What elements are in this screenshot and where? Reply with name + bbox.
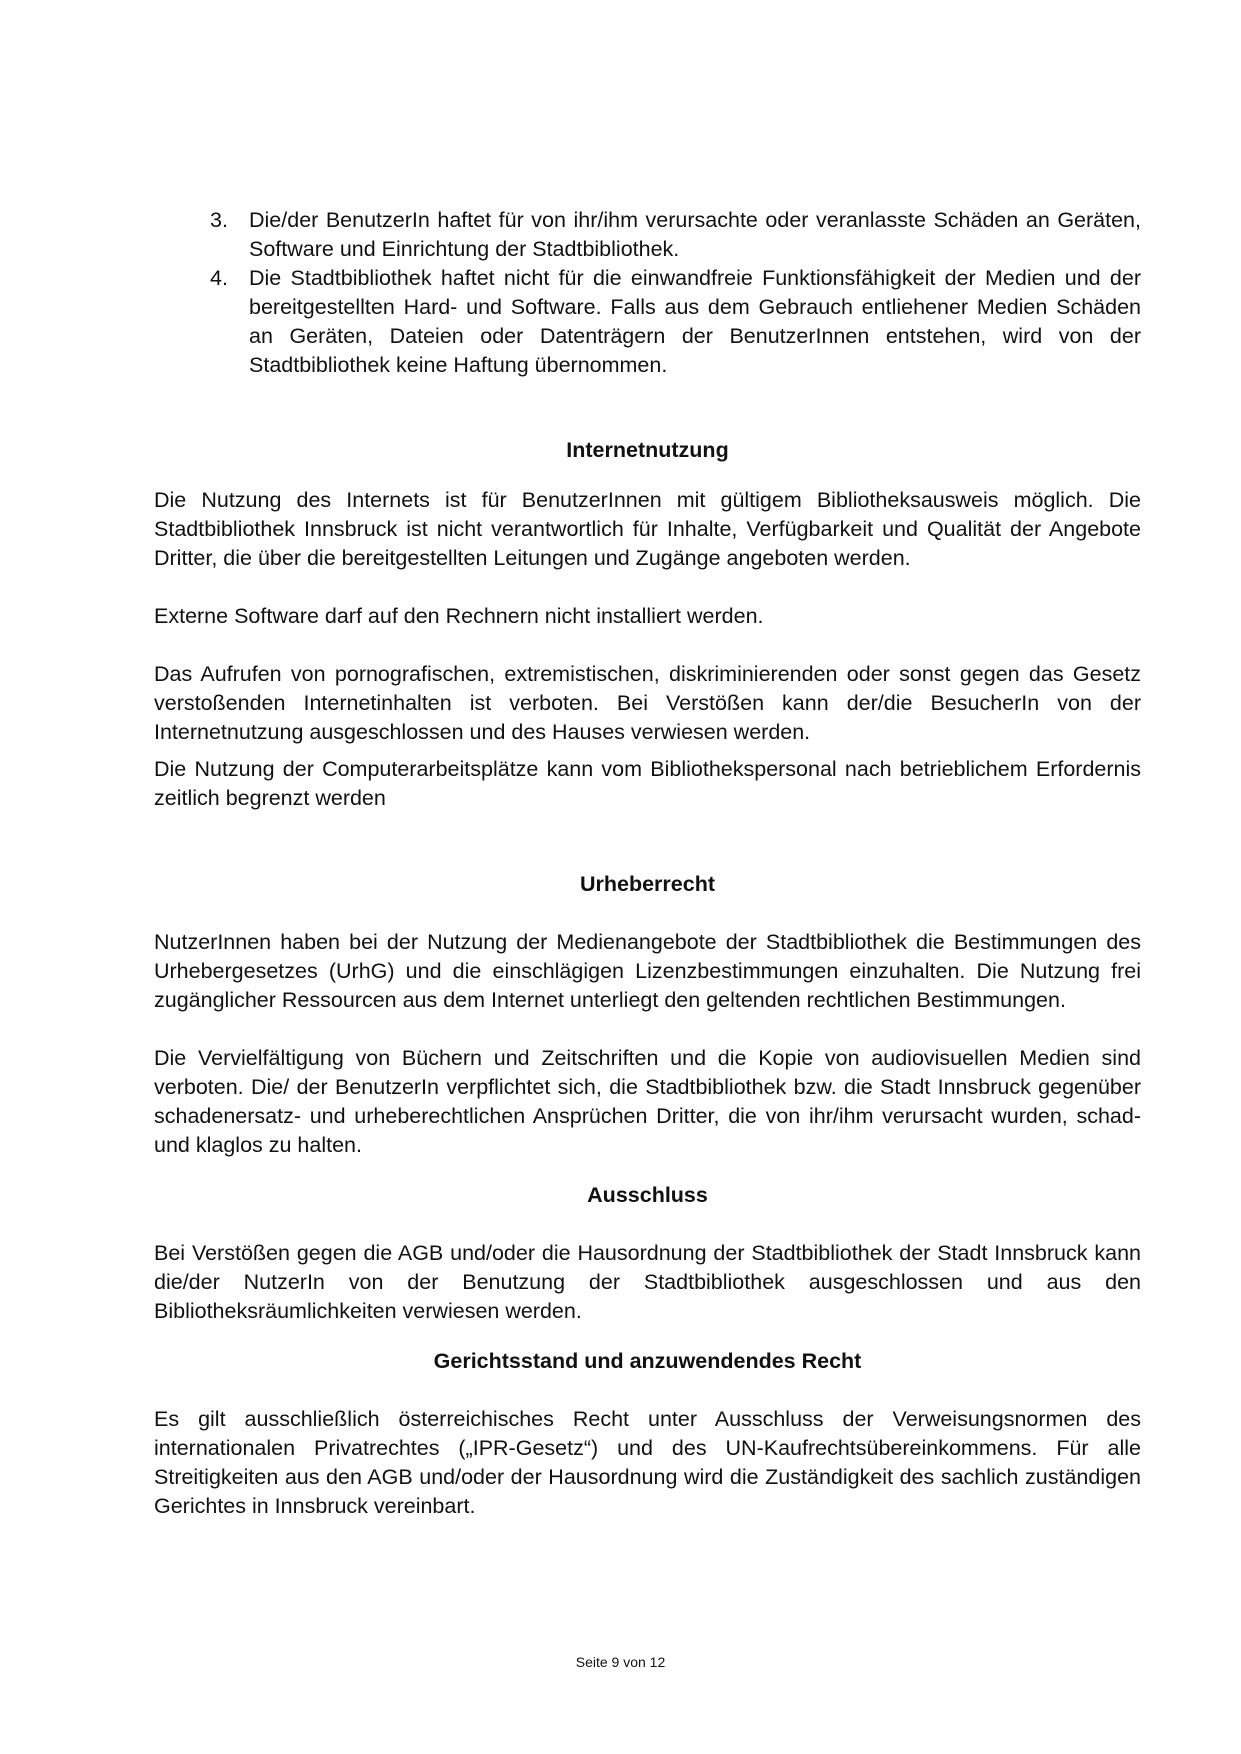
paragraph: Die Vervielfältigung von Büchern und Zeitschriften und die Kopie von audiovisuellen Medien sind verboten. Die/ der BenutzerIn verpflichtet sich, die Stadtbibliothek bzw. die Stadt Innsbruck gegenüber schadenersatz- und urheberechtlichen Ansprüchen Dritter, die von ihr/ihm verursacht wurden, schad- und klaglos zu halten.	[154, 1046, 1141, 1157]
heading-urheberrecht: Urheberrecht	[579, 872, 715, 896]
paragraph: Die Nutzung des Internets ist für BenutzerInnen mit gültigem Bibliotheksausweis möglich. Die Stadtbibliothek Innsbruck ist nicht verantwortlich für Inhalte, Verfügbarkeit und Qualität der Angebote Dritter, die über die bereitgestellten Leitungen und Zugänge angeboten werden.	[154, 488, 1141, 570]
list-item-text: Die/der BenutzerIn haftet für von ihr/ihm verursachte oder veranlasste Schäden an Geräten, Software und Einrichtung der Stadtbibliothek.	[249, 208, 1141, 261]
numbered-list	[154, 206, 1141, 380]
page-number-footer: Seite 9 von 12	[575, 1654, 666, 1670]
paragraph: Es gilt ausschließlich österreichisches Recht unter Ausschluss der Verweisungsnormen des internationalen Privatrechtes („IPR-Gesetz“) und des UN-Kaufrechtsübereinkommens. Für alle Streitigkeiten aus den AGB und/oder der Hausordnung wird die Zuständigkeit des sachlich zuständigen Gerichtes in Innsbruck vereinbart.	[154, 1407, 1141, 1518]
heading-ausschluss: Ausschluss	[587, 1183, 708, 1207]
page-content	[154, 206, 1141, 1521]
paragraph: NutzerInnen haben bei der Nutzung der Medienangebote der Stadtbibliothek die Bestimmungen des Urhebergesetzes (UrhG) und die einschlägigen Lizenzbestimmungen einzuhalten. Die Nutzung frei zugänglicher Ressourcen aus dem Internet unterliegt den geltenden rechtlichen Bestimmungen.	[154, 930, 1141, 1012]
list-item	[154, 264, 1141, 380]
paragraph: Bei Verstößen gegen die AGB und/oder die Hausordnung der Stadtbibliothek der Stadt Innsbruck kann die/der NutzerIn von der Benutzung der Stadtbibliothek ausgeschlossen und aus den Bibliotheksräumlichkeiten verwiesen werden.	[154, 1241, 1141, 1323]
paragraph: Das Aufrufen von pornografischen, extremistischen, diskriminierenden oder sonst gegen das Gesetz verstoßenden Internetinhalten ist verboten. Bei Verstößen kann der/die BesucherIn von der Internetnutzung ausgeschlossen und des Hauses verwiesen werden.	[154, 662, 1141, 744]
list-item-number: 3.	[210, 208, 228, 232]
list-item	[154, 206, 1141, 264]
heading-internetnutzung: Internetnutzung	[566, 438, 729, 462]
paragraph: Die Nutzung der Computerarbeitsplätze kann vom Bibliothekspersonal nach betrieblichem Erfordernis zeitlich begrenzt werden	[154, 757, 1141, 810]
heading-gerichtsstand: Gerichtsstand und anzuwendendes Recht	[433, 1349, 862, 1373]
list-item-number: 4.	[210, 266, 228, 290]
list-item-text: Die Stadtbibliothek haftet nicht für die einwandfreie Funktionsfähigkeit der Medien und der bereitgestellten Hard- und Software. Falls aus dem Gebrauch entliehener Medien Schäden an Geräten, Dateien oder Datenträgern der BenutzerInnen entstehen, wird von der Stadtbibliothek keine Haftung übernommen.	[249, 266, 1141, 377]
paragraph: Externe Software darf auf den Rechnern nicht installiert werden.	[154, 604, 764, 628]
